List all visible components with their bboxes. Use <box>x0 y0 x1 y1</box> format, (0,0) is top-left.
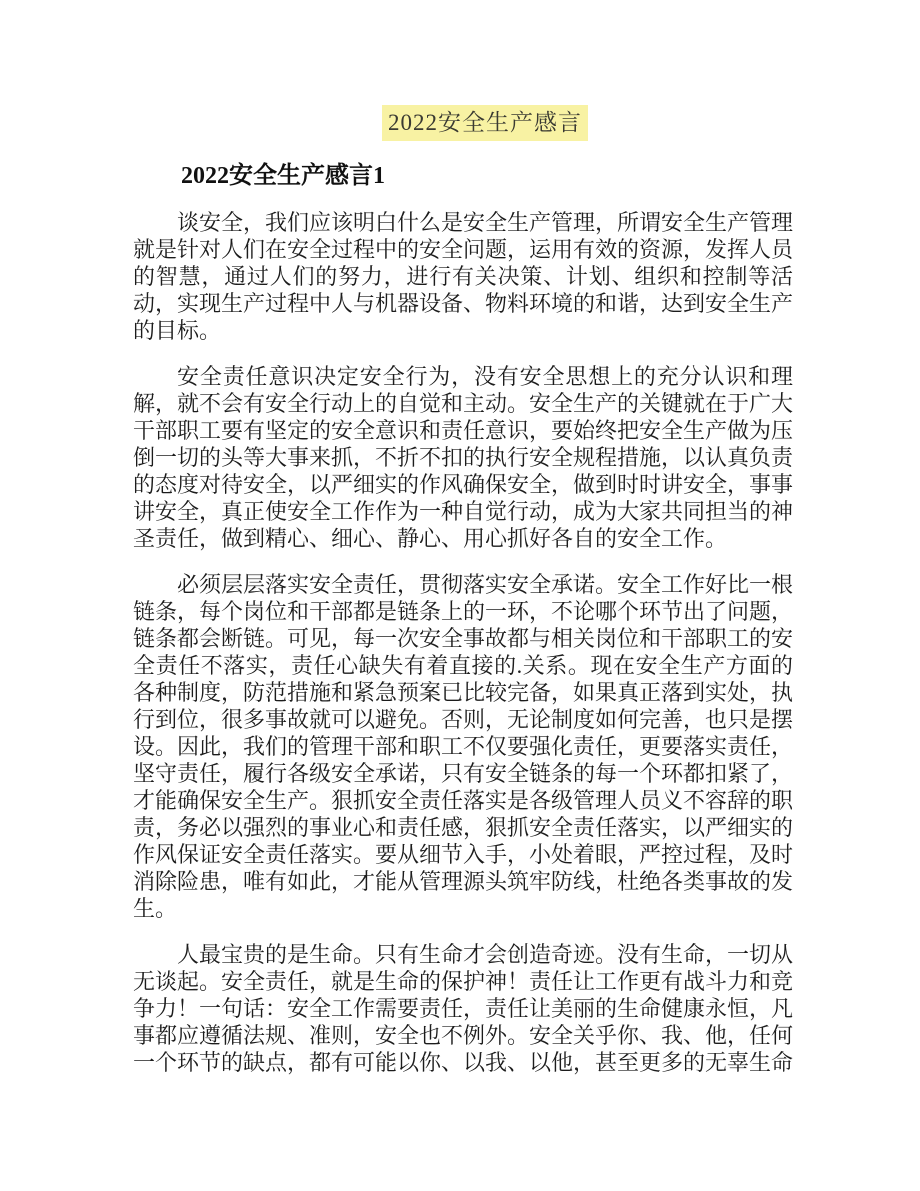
document-body <box>133 209 793 1076</box>
body-paragraph: 安全责任意识决定安全行为，没有安全思想上的充分认识和理解，就不会有安全行动上的自觉和主动。安全生产的关键就在于广大干部职工要有坚定的安全意识和责任意识，要始终把安全生产做为压倒一切的头等大事来抓，不折不扣的执行安全规程措施，以认真负责的态度对待安全，以严细实的作风确保安全，做到时时讲安全，事事讲安全，真正使安全工作作为一种自觉行动，成为大家共同担当的神圣责任，做到精心、细心、静心、用心抓好各自的安全工作。 <box>133 364 794 551</box>
body-paragraph: 人最宝贵的是生命。只有生命才会创造奇迹。没有生命，一切从无谈起。安全责任，就是生命的保护神！责任让工作更有战斗力和竞争力！一句话：安全工作需要责任，责任让美丽的生命健康永恒，凡事都应遵循法规、准则，安全也不例外。安全关乎你、我、他，任何一个环节的缺点，都有可能以你、以我、以他，甚至更多的无辜生命 <box>133 942 794 1075</box>
body-paragraph: 必须层层落实安全责任，贯彻落实安全承诺。安全工作好比一根链条，每个岗位和干部都是链条上的一环，不论哪个环节出了问题，链条都会断链。可见，每一次安全事故都与相关岗位和干部职工的安全责任不落实，责任心缺失有着直接的.关系。现在安全生产方面的各种制度，防范措施和紧急预案已比较完备，如果真正落到实处，执行到位，很多事故就可以避免。否则，无论制度如何完善，也只是摆设。因此，我们的管理干部和职工不仅要强化责任，更要落实责任，坚守责任，履行各级安全承诺，只有安全链条的每一个环都扣紧了，才能确保安全生产。狠抓安全责任落实是各级管理人员义不容辞的职责，务必以强烈的事业心和责任感，狠抓安全责任落实，以严细实的作风保证安全责任落实。要从细节入手，小处着眼，严控过程，及时消除险患，唯有如此，才能从管理源头筑牢防线，杜绝各类事故的发生。 <box>133 572 794 921</box>
document-title-row <box>133 105 793 141</box>
document-title: 2022安全生产感言 <box>382 105 588 141</box>
body-paragraph: 谈安全，我们应该明白什么是安全生产管理，所谓安全生产管理就是针对人们在安全过程中的安全问题，运用有效的资源，发挥人员的智慧，通过人们的努力，进行有关决策、计划、组织和控制等活动，实现生产过程中人与机器设备、物料环境的和谐，达到安全生产的目标。 <box>133 210 794 343</box>
section-heading: 2022安全生产感言1 <box>181 163 385 189</box>
